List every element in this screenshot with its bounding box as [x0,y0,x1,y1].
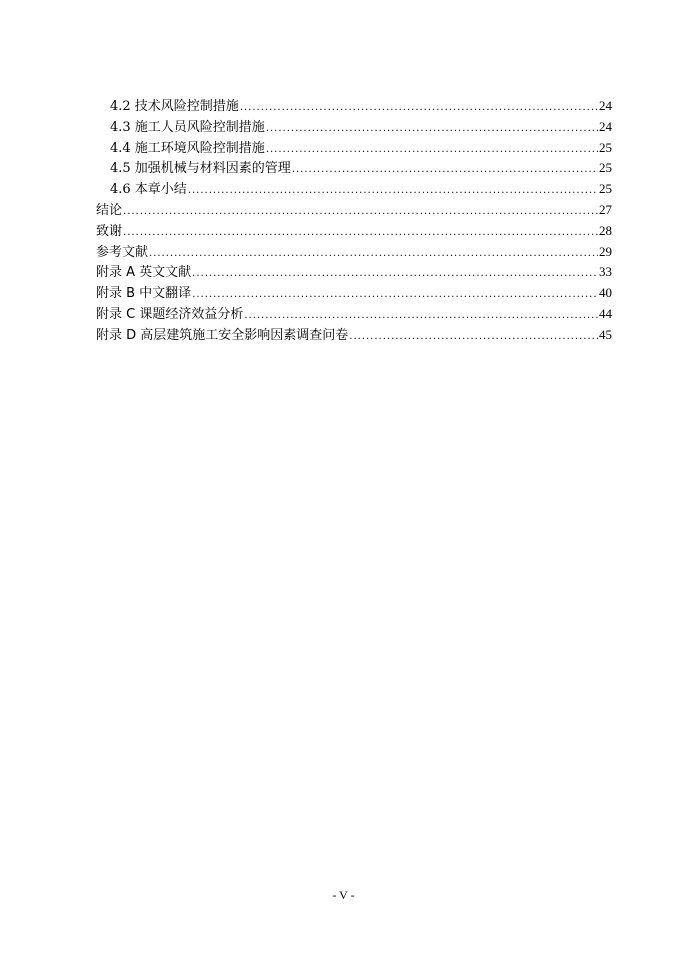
toc-leader-dots [292,160,598,181]
toc-leader-dots [266,119,598,140]
toc-entry-appendix-c[interactable] [96,304,612,325]
toc-entry-page: 40 [599,285,612,301]
toc-entry-page: 33 [599,264,612,280]
toc-entry-page: 25 [599,160,612,176]
toc-entry-page: 25 [599,181,612,197]
toc-entry-title: 参考文献 [96,244,149,260]
toc-entry-title: 4.4 施工环境风险控制措施 [110,140,265,156]
toc-entry-page: 25 [599,139,612,155]
toc-entry-title: 附录 A 英文文献 [96,265,192,281]
toc-entry-title: 附录 B 中文翻译 [96,286,192,302]
toc-entry-page: 24 [599,118,612,134]
toc-leader-dots [244,306,598,327]
toc-entry-page: 45 [599,326,612,342]
toc-entry-4-2[interactable] [96,96,612,117]
toc-entry-4-6[interactable] [96,179,612,200]
toc-entry-page: 44 [599,305,612,321]
toc-leader-dots [188,181,598,202]
toc-leader-dots [349,327,598,348]
toc-entry-references[interactable] [96,242,612,263]
toc-entry-title: 4.2 技术风险控制措施 [110,99,239,114]
toc-entry-page: 29 [599,243,612,259]
page-number-footer: - V - [332,888,355,902]
toc-entry-page: 28 [599,222,612,238]
toc-leader-dots [192,264,598,285]
toc-leader-dots [240,98,598,119]
toc-entry-acknowledgements[interactable] [96,221,612,242]
toc-entry-title: 4.3 施工人员风险控制措施 [110,119,265,135]
toc-entry-title: 结论 [96,202,123,218]
toc-entry-4-3[interactable] [96,117,612,138]
toc-entry-appendix-d[interactable] [96,325,612,346]
toc-entry-conclusion[interactable] [96,200,612,221]
toc-entry-title: 附录 D 高层建筑施工安全影响因素调查问卷 [96,327,349,343]
toc-leader-dots [123,202,598,223]
toc-entry-page: 27 [599,201,612,217]
toc-entry-title: 致谢 [96,223,123,239]
toc-entry-appendix-b[interactable] [96,283,612,304]
table-of-contents [96,96,612,346]
toc-entry-page: 24 [599,98,612,113]
toc-entry-4-4[interactable] [96,138,612,159]
toc-entry-appendix-a[interactable] [96,262,612,283]
toc-leader-dots [123,223,598,244]
toc-entry-4-5[interactable] [96,158,612,179]
toc-entry-title: 附录 C 课题经济效益分析 [96,306,244,322]
toc-entry-title: 4.5 加强机械与材料因素的管理 [110,161,291,177]
toc-entry-title: 4.6 本章小结 [110,182,187,198]
toc-leader-dots [266,140,598,161]
toc-leader-dots [149,244,598,265]
toc-leader-dots [192,285,598,306]
